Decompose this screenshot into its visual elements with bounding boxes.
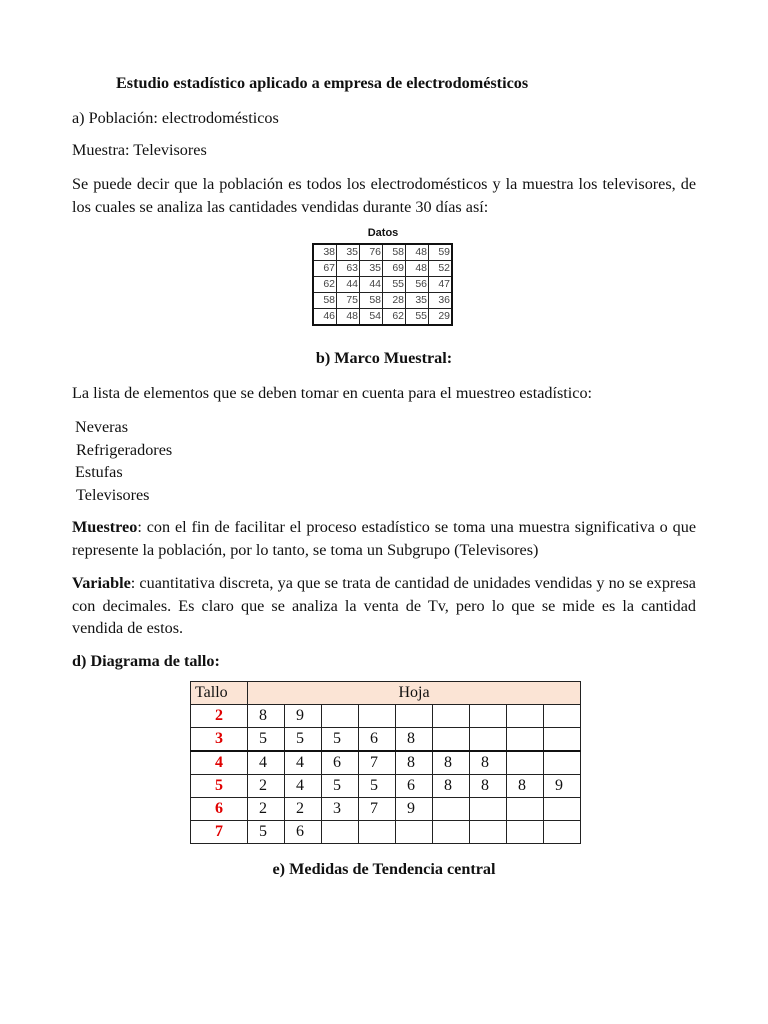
leaf-cell: 8 [396, 728, 433, 752]
leaf-cell: 8 [507, 775, 544, 798]
datos-cell: 44 [360, 277, 383, 293]
muestra-line: Muestra: Televisores [72, 141, 207, 159]
leaf-cell [544, 798, 581, 821]
variable-label: Variable [72, 574, 131, 592]
leaf-cell: 5 [322, 728, 359, 752]
leaf-cell [470, 728, 507, 752]
leaf-cell: 3 [322, 798, 359, 821]
datos-cell: 48 [406, 261, 429, 277]
leaf-cell [396, 705, 433, 728]
stem-row [191, 705, 581, 728]
leaf-cell: 2 [248, 798, 285, 821]
datos-cell: 54 [360, 309, 383, 326]
stem-row [191, 775, 581, 798]
datos-cell: 76 [360, 244, 383, 261]
leaf-cell [322, 821, 359, 844]
stem-value: 7 [191, 821, 248, 844]
datos-cell: 69 [383, 261, 406, 277]
leaf-cell [396, 821, 433, 844]
datos-cell: 62 [383, 309, 406, 326]
leaf-cell: 9 [285, 705, 322, 728]
datos-cell: 46 [313, 309, 337, 326]
leaf-cell: 9 [544, 775, 581, 798]
leaf-cell: 6 [359, 728, 396, 752]
leaf-cell [507, 798, 544, 821]
leaf-cell: 4 [248, 751, 285, 775]
stem-row [191, 751, 581, 775]
variable-text: : cuantitativa discreta, ya que se trata de cantidad de unidades vendidas y no se expresa con decimales. Es claro que se analiza la venta de Tv, pero lo que se mide es la cantidad vendida de estos. [72, 574, 696, 637]
leaf-cell [433, 705, 470, 728]
datos-cell: 48 [337, 309, 360, 326]
document-title: Estudio estadístico aplicado a empresa de electrodomésticos [116, 74, 529, 92]
leaf-cell: 5 [248, 821, 285, 844]
datos-row [313, 309, 452, 326]
datos-cell: 28 [383, 293, 406, 309]
muestreo-paragraph [72, 516, 696, 562]
leaf-cell: 8 [433, 751, 470, 775]
stem-value: 2 [191, 705, 248, 728]
leaf-cell: 5 [322, 775, 359, 798]
stem-value: 4 [191, 751, 248, 775]
leaf-cell: 8 [396, 751, 433, 775]
leaf-cell: 6 [322, 751, 359, 775]
stem-leaf-table [190, 681, 581, 844]
datos-cell: 62 [313, 277, 337, 293]
leaf-cell [470, 705, 507, 728]
leaf-cell [433, 728, 470, 752]
list-item: Refrigeradores [76, 440, 173, 459]
list-item: Neveras [75, 418, 129, 436]
medidas-heading: e) Medidas de Tendencia central [272, 860, 496, 878]
leaf-cell: 9 [396, 798, 433, 821]
datos-cell: 63 [337, 261, 360, 277]
datos-cell: 56 [406, 277, 429, 293]
leaf-cell: 4 [285, 751, 322, 775]
leaf-cell: 5 [248, 728, 285, 752]
leaf-cell [470, 821, 507, 844]
marco-heading: b) Marco Muestral: [315, 349, 453, 367]
leaf-cell [544, 751, 581, 775]
datos-cell: 59 [429, 244, 453, 261]
leaf-cell: 7 [359, 798, 396, 821]
datos-table [312, 243, 453, 326]
leaf-cell: 5 [285, 728, 322, 752]
leaf-cell [507, 751, 544, 775]
stem-row [191, 728, 581, 752]
datos-cell: 58 [360, 293, 383, 309]
stem-value: 5 [191, 775, 248, 798]
leaf-cell: 4 [285, 775, 322, 798]
stem-header: Tallo [191, 682, 248, 705]
datos-row [313, 261, 452, 277]
datos-cell: 38 [313, 244, 337, 261]
marco-text: La lista de elementos que se deben tomar en cuenta para el muestreo estadístico: [72, 384, 593, 402]
leaf-cell [544, 821, 581, 844]
datos-row [313, 277, 452, 293]
list-item: Televisores [76, 485, 150, 504]
leaf-cell [544, 728, 581, 752]
leaf-cell: 6 [396, 775, 433, 798]
leaf-cell [433, 821, 470, 844]
leaf-cell: 6 [285, 821, 322, 844]
leaf-cell: 8 [433, 775, 470, 798]
datos-cell: 35 [360, 261, 383, 277]
datos-row [313, 293, 452, 309]
leaf-header: Hoja [248, 682, 581, 705]
datos-cell: 58 [313, 293, 337, 309]
leaf-cell: 8 [470, 751, 507, 775]
leaf-cell: 7 [359, 751, 396, 775]
leaf-cell: 2 [248, 775, 285, 798]
leaf-cell: 8 [248, 705, 285, 728]
leaf-cell [544, 705, 581, 728]
leaf-cell [470, 798, 507, 821]
leaf-cell [507, 705, 544, 728]
muestreo-label: Muestreo [72, 518, 138, 536]
poblacion-line: a) Población: electrodomésticos [72, 109, 279, 127]
leaf-cell [433, 798, 470, 821]
leaf-cell [359, 821, 396, 844]
tallo-heading: d) Diagrama de tallo: [72, 652, 220, 670]
datos-cell: 44 [337, 277, 360, 293]
muestreo-text: : con el fin de facilitar el proceso estadístico se toma una muestra significativa o que represente la población, por lo tanto, se toma un Subgrupo (Televisores) [72, 518, 696, 559]
stem-value: 6 [191, 798, 248, 821]
datos-cell: 52 [429, 261, 453, 277]
datos-cell: 48 [406, 244, 429, 261]
leaf-cell: 8 [470, 775, 507, 798]
stem-row [191, 821, 581, 844]
elements-list [75, 416, 172, 506]
list-item: Estufas [75, 463, 123, 482]
datos-cell: 35 [337, 244, 360, 261]
datos-caption: Datos [367, 227, 399, 239]
datos-cell: 35 [406, 293, 429, 309]
datos-cell: 36 [429, 293, 453, 309]
stem-row [191, 798, 581, 821]
leaf-cell [507, 821, 544, 844]
datos-cell: 55 [406, 309, 429, 326]
datos-cell: 75 [337, 293, 360, 309]
variable-paragraph [72, 572, 696, 640]
leaf-cell [359, 705, 396, 728]
datos-row [313, 244, 452, 261]
datos-cell: 58 [383, 244, 406, 261]
datos-cell: 47 [429, 277, 453, 293]
datos-cell: 29 [429, 309, 453, 326]
leaf-cell [507, 728, 544, 752]
intro-paragraph: Se puede decir que la población es todos los electrodomésticos y la muestra los televisores, de los cuales se analiza las cantidades vendidas durante 30 días así: [72, 175, 696, 216]
leaf-cell: 5 [359, 775, 396, 798]
stem-value: 3 [191, 728, 248, 752]
leaf-cell [322, 705, 359, 728]
datos-cell: 67 [313, 261, 337, 277]
leaf-cell: 2 [285, 798, 322, 821]
datos-cell: 55 [383, 277, 406, 293]
